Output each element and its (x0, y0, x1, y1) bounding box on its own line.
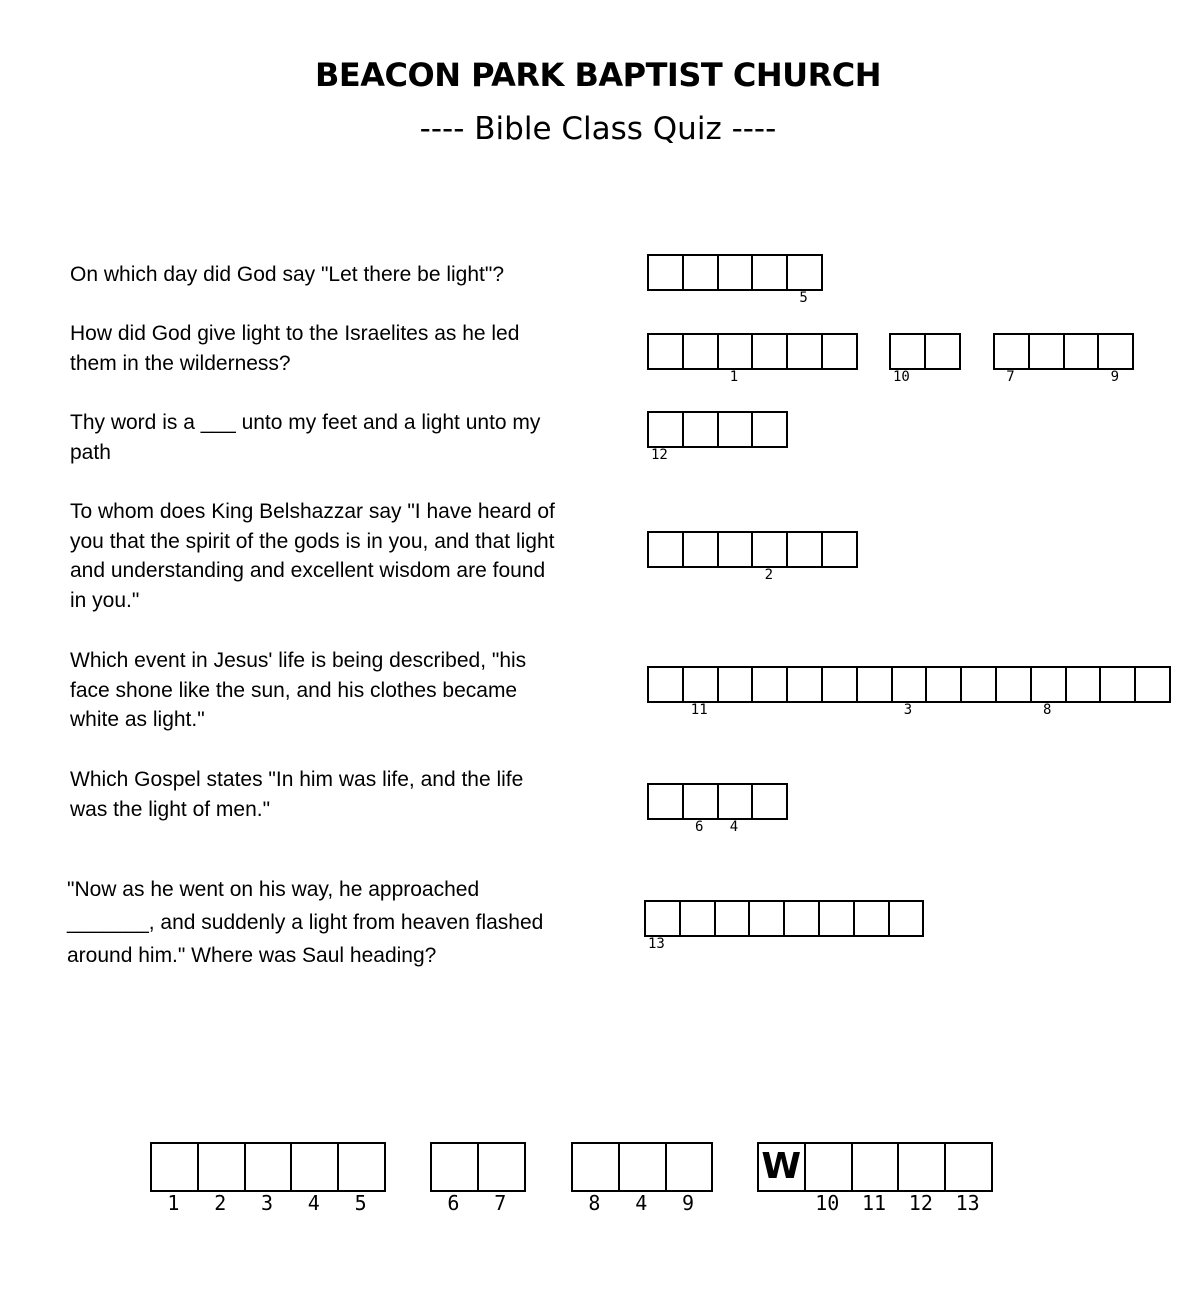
page-title: BEACON PARK BAPTIST CHURCH (315, 56, 881, 94)
cell-divider (717, 335, 719, 368)
cell-divider (290, 1144, 292, 1190)
final-word-3[interactable] (571, 1142, 713, 1192)
letter-number: 13 (648, 936, 665, 952)
final-letter-number: 9 (682, 1191, 695, 1215)
question-4: To whom does King Belshazzar say "I have heard of you that the spirit of the gods is in you, and that light and understanding and excellent wisdom are found in you." (70, 500, 555, 612)
final-letter-number: 12 (908, 1191, 933, 1215)
question-7: "Now as he went on his way, he approached _______, and suddenly a light from heaven flashed around him." Where was Saul heading? (67, 878, 544, 967)
cell-divider (804, 1144, 806, 1190)
final-letter-number: 11 (862, 1191, 887, 1215)
cell-divider (748, 902, 750, 935)
final-letter-number: 2 (214, 1191, 227, 1215)
cell-divider (897, 1144, 899, 1190)
cell-divider (244, 1144, 246, 1190)
letter-number: 11 (690, 702, 708, 718)
cell-divider (944, 1144, 946, 1190)
letter-number: 9 (1110, 369, 1120, 385)
cell-divider (679, 902, 681, 935)
cell-divider (751, 533, 753, 566)
letter-number: 7 (1006, 369, 1015, 385)
question-2: How did God give light to the Israelites as he led them in the wilderness? (70, 322, 520, 375)
final-letter-number: 4 (635, 1191, 648, 1215)
cell-divider (925, 668, 927, 701)
cell-divider (856, 668, 858, 701)
cell-divider (821, 533, 823, 566)
answer-word-q5-1[interactable] (647, 666, 1171, 703)
answer-word-q3-1[interactable] (647, 411, 788, 448)
cell-divider (717, 785, 719, 818)
question-1: On which day did God say "Let there be light"? (70, 263, 504, 286)
final-letter-number: 13 (955, 1191, 980, 1215)
question-5: Which event in Jesus' life is being described, "his face shone like the sun, and his clothes became white as light." (70, 649, 527, 732)
cell-divider (851, 1144, 853, 1190)
page-subtitle: ---- Bible Class Quiz ---- (419, 111, 777, 147)
cell-divider (924, 335, 926, 368)
cell-divider (751, 335, 753, 368)
letter-number: 12 (651, 447, 668, 463)
final-letter-number: 10 (815, 1191, 840, 1215)
cell-divider (682, 785, 684, 818)
letter-number: 3 (903, 702, 913, 718)
cell-divider (1063, 335, 1065, 368)
answer-word-q4-1[interactable] (647, 531, 858, 568)
letter-number: 8 (1043, 702, 1052, 718)
letter-number: 2 (764, 567, 774, 583)
cell-divider (818, 902, 820, 935)
answer-word-q2-1[interactable] (647, 333, 858, 370)
final-letter-number: 5 (354, 1191, 367, 1215)
cell-divider (717, 533, 719, 566)
cell-divider (891, 668, 893, 701)
final-letter-number: 1 (167, 1191, 180, 1215)
cell-divider (786, 335, 788, 368)
cell-divider (477, 1144, 479, 1190)
cell-divider (717, 413, 719, 446)
answer-word-q1-1[interactable] (647, 254, 823, 291)
final-letter-number: 7 (494, 1191, 507, 1215)
cell-divider (717, 668, 719, 701)
cell-divider (786, 256, 788, 289)
given-letter: W (761, 1146, 802, 1187)
cell-divider (682, 256, 684, 289)
answer-word-q7-1[interactable] (644, 900, 924, 937)
cell-divider (751, 785, 753, 818)
cell-divider (682, 668, 684, 701)
cell-divider (1065, 668, 1067, 701)
final-letter-number: 6 (447, 1191, 460, 1215)
cell-divider (618, 1144, 620, 1190)
cell-divider (682, 413, 684, 446)
final-word-2[interactable] (430, 1142, 526, 1192)
answer-word-q6-1[interactable] (647, 783, 788, 820)
letter-number: 6 (695, 819, 704, 835)
cell-divider (1028, 335, 1030, 368)
question-6: Which Gospel states "In him was life, and the life was the light of men." (70, 768, 524, 821)
cell-divider (786, 533, 788, 566)
letter-number: 5 (799, 290, 808, 306)
cell-divider (682, 335, 684, 368)
cell-divider (1099, 668, 1101, 701)
question-3: Thy word is a ___ unto my feet and a light unto my path (70, 411, 541, 464)
final-letter-number: 4 (307, 1191, 320, 1215)
cell-divider (783, 902, 785, 935)
cell-divider (665, 1144, 667, 1190)
cell-divider (717, 256, 719, 289)
cell-divider (1134, 668, 1136, 701)
cell-divider (995, 668, 997, 701)
letter-number: 4 (729, 819, 739, 835)
cell-divider (337, 1144, 339, 1190)
letter-number: 1 (729, 369, 739, 385)
cell-divider (682, 533, 684, 566)
cell-divider (197, 1144, 199, 1190)
cell-divider (1030, 668, 1032, 701)
cell-divider (821, 668, 823, 701)
cell-divider (751, 256, 753, 289)
cell-divider (751, 413, 753, 446)
cell-divider (888, 902, 890, 935)
final-word-1[interactable] (150, 1142, 386, 1192)
letter-number: 10 (893, 369, 910, 385)
final-letter-number: 8 (588, 1191, 601, 1215)
cell-divider (1097, 335, 1099, 368)
cell-divider (786, 668, 788, 701)
cell-divider (714, 902, 716, 935)
cell-divider (821, 335, 823, 368)
final-letter-number: 3 (261, 1191, 274, 1215)
cell-divider (853, 902, 855, 935)
cell-divider (960, 668, 962, 701)
cell-divider (751, 668, 753, 701)
answer-word-q2-2[interactable] (889, 333, 961, 370)
answer-word-q2-3[interactable] (993, 333, 1134, 370)
